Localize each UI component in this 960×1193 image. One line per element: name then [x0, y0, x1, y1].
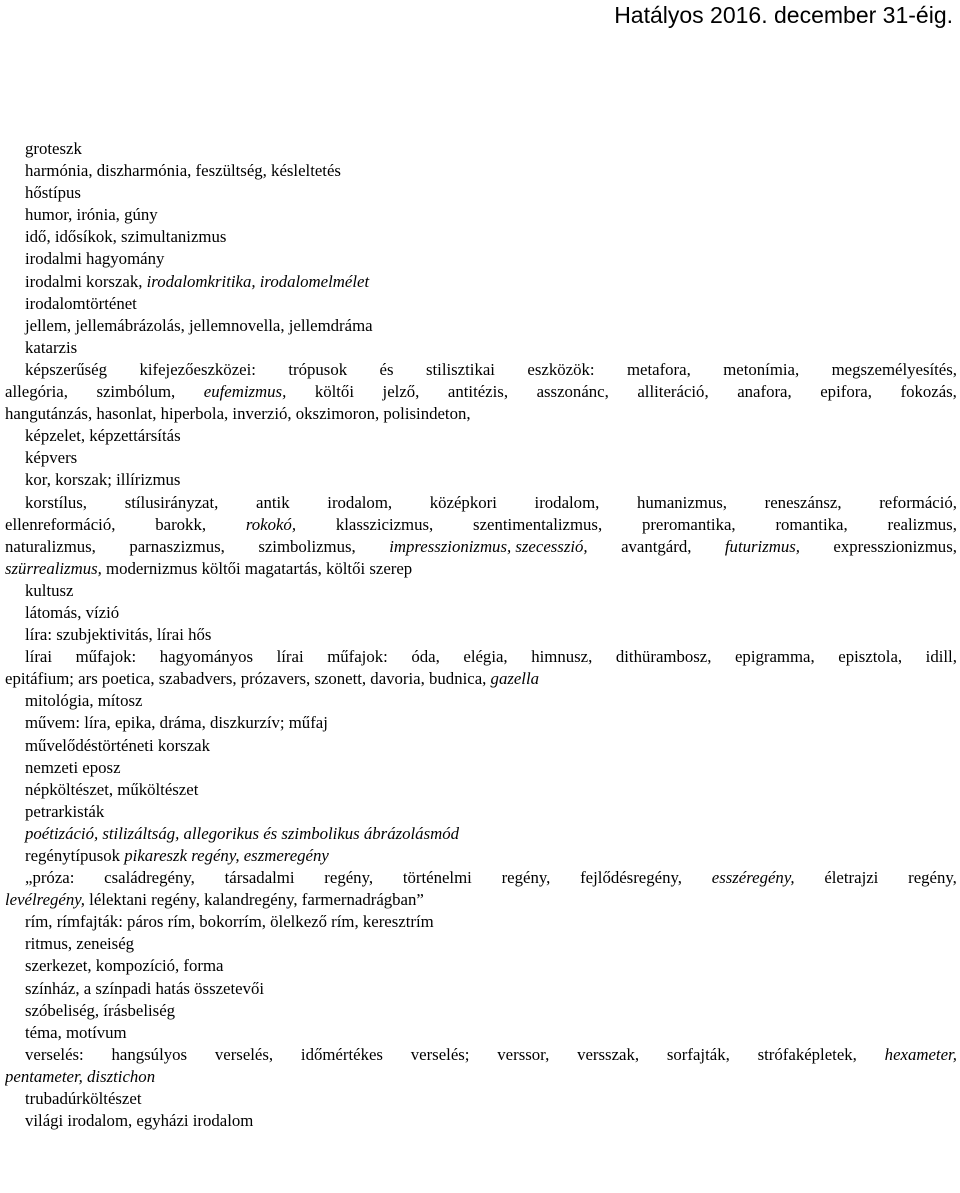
word: episztola, [838, 647, 903, 667]
word: irodalom, [534, 492, 600, 512]
word: antik [256, 492, 290, 512]
term-line: humor, irónia, gúny [25, 205, 158, 225]
word: lírai [25, 647, 53, 667]
term-line: szóbeliség, írásbeliség [25, 1000, 176, 1020]
word: irodalom, [327, 492, 393, 512]
term-text-italic: irodalomkritika, irodalomelmélet [146, 271, 370, 291]
word: realizmus, [887, 514, 957, 534]
document-body [5, 138, 957, 1132]
word: óda, [411, 647, 440, 667]
word: epifora, [820, 382, 872, 402]
term-line: képzelet, képzettársítás [25, 426, 181, 446]
word: időmértékes [300, 1044, 383, 1064]
word: fokozás, [900, 382, 957, 402]
word-italic: hexameter, [884, 1044, 957, 1064]
word: lírai [276, 647, 304, 667]
word: regény, [501, 868, 551, 888]
word: szimbólum, [96, 382, 176, 402]
term-line: népköltészet, műköltészet [25, 779, 199, 799]
term-line: kor, korszak; illírizmus [25, 470, 181, 490]
term-line: színház, a színpadi hatás összetevői [25, 978, 265, 998]
term-line: nemzeti eposz [25, 757, 121, 777]
term-line: irodalomtörténet [25, 293, 137, 313]
term-text: modernizmus költői magatartás, költői szerep [101, 558, 413, 578]
term-text: lélektani regény, kalandregény, farmernadrágban” [84, 890, 424, 910]
word: társadalmi [224, 868, 295, 888]
term-text-italic: levélregény, [5, 890, 85, 910]
term-line: világi irodalom, egyházi irodalom [25, 1111, 254, 1131]
word: barokk, [155, 514, 207, 534]
term-line: hangutánzás, hasonlat, hiperbola, inverzió, okszimoron, polisindeton, [5, 404, 471, 424]
term-text: irodalmi korszak, [25, 271, 147, 291]
word: metonímia, [723, 359, 800, 379]
validity-header: Hatályos 2016. december 31-éig. [614, 2, 953, 28]
word: idill, [925, 647, 957, 667]
word: sorfajták, [666, 1044, 730, 1064]
word: romantika, [775, 514, 848, 534]
term-line: trubadúrköltészet [25, 1089, 142, 1109]
word: avantgárd, [621, 536, 692, 556]
term-line: harmónia, diszharmónia, feszültség, késleltetés [25, 161, 341, 181]
word: naturalizmus, [5, 536, 96, 556]
term-line-justified [5, 1044, 957, 1066]
term-line-justified [5, 381, 957, 403]
term-text: regénytípusok [25, 846, 125, 865]
word: eszközök: [527, 359, 595, 379]
word-italic: impresszionizmus, szecesszió, [389, 536, 588, 556]
word: stilisztikai [425, 359, 495, 379]
term-line-italic: pentameter, disztichon [5, 1066, 156, 1086]
word: allegória, [5, 382, 68, 402]
term-line: szerkezet, kompozíció, forma [25, 956, 224, 976]
word: asszonánc, [536, 382, 609, 402]
word: középkori [429, 492, 497, 512]
word: műfajok: [75, 647, 137, 667]
word: műfajok: [327, 647, 388, 667]
word-italic: rokokó, [245, 514, 297, 534]
term-line [5, 668, 957, 690]
term-line: képvers [25, 448, 78, 468]
word: klasszicizmus, [335, 514, 434, 534]
word: anafora, [737, 382, 792, 402]
term-line: ritmus, zeneiség [25, 934, 135, 954]
word: korstílus, [25, 492, 88, 512]
word: reformáció, [879, 492, 957, 512]
word: szimbolizmus, [258, 536, 356, 556]
word-italic: eufemizmus, [203, 382, 287, 402]
word: strófaképletek, [757, 1044, 857, 1064]
term-text-italic: pikareszk regény, eszmeregény [124, 846, 329, 865]
term-line [5, 558, 957, 580]
word: életrajzi [824, 868, 879, 888]
word: és [379, 359, 394, 379]
term-line-justified [5, 514, 957, 536]
term-line: rím, rímfajták: páros rím, bokorrím, ölelkező rím, keresztrím [25, 912, 434, 932]
term-line: látomás, vízió [25, 602, 120, 622]
word: preromantika, [641, 514, 736, 534]
word: regény, [908, 868, 957, 888]
word: képszerűség [25, 359, 108, 379]
word: antitézis, [447, 382, 509, 402]
term-line: téma, motívum [25, 1022, 127, 1042]
word: családregény, [104, 868, 195, 888]
word: regény, [324, 868, 374, 888]
word: verselés; [410, 1044, 470, 1064]
word: epigramma, [734, 647, 815, 667]
word: humanizmus, [637, 492, 727, 512]
term-line: mitológia, mítosz [25, 691, 143, 711]
term-text-italic: gazella [490, 669, 540, 689]
word-italic: futurizmus, [724, 536, 800, 556]
word: alliteráció, [637, 382, 709, 402]
term-line [5, 889, 957, 911]
word: reneszánsz, [764, 492, 842, 512]
word: szentimentalizmus, [473, 514, 603, 534]
term-line-justified [5, 492, 957, 514]
word: dithürambosz, [615, 647, 712, 667]
term-line-justified [5, 359, 957, 381]
term-text: epitáfium; ars poetica, szabadvers, prózavers, szonett, davoria, budnica, [5, 669, 491, 689]
word: ellenreformáció, [5, 514, 116, 534]
word: kifejezőeszközei: [139, 359, 256, 379]
term-line-justified [5, 867, 957, 889]
word: verssor, [497, 1044, 550, 1064]
word: jelző, [382, 382, 420, 402]
word: stílusirányzat, [124, 492, 219, 512]
word: expresszionizmus, [833, 536, 957, 556]
word: „próza: [25, 868, 75, 888]
term-line: groteszk [25, 139, 82, 158]
word: verselés: [25, 1044, 84, 1064]
term-line-justified [5, 646, 957, 668]
term-line [5, 845, 957, 867]
word: himnusz, [531, 647, 593, 667]
term-line-italic: poétizáció, stilizáltság, allegorikus és szimbolikus ábrázolásmód [25, 823, 459, 843]
word-italic: esszéregény, [711, 868, 795, 888]
word: metafora, [626, 359, 691, 379]
word: megszemélyesítés, [831, 359, 957, 379]
word: történelmi [402, 868, 472, 888]
term-line: kultusz [25, 580, 74, 600]
word: hangsúlyos [111, 1044, 188, 1064]
word: trópusok [288, 359, 348, 379]
word: fejlődésregény, [580, 868, 682, 888]
term-line: hőstípus [25, 183, 81, 203]
term-line [5, 271, 957, 293]
term-line: líra: szubjektivitás, lírai hős [25, 625, 212, 645]
term-line: katarzis [25, 337, 78, 357]
word: parnaszizmus, [129, 536, 225, 556]
word: verselés, [214, 1044, 274, 1064]
term-line: irodalmi hagyomány [25, 249, 165, 269]
term-text-italic: szürrealizmus, [5, 558, 102, 578]
term-line: petrarkisták [25, 801, 105, 821]
term-line: jellem, jellemábrázolás, jellemnovella, jellemdráma [25, 315, 373, 335]
word: versszak, [577, 1044, 640, 1064]
word: hagyományos [159, 647, 253, 667]
word: költői [314, 382, 354, 402]
term-line: idő, idősíkok, szimultanizmus [25, 227, 227, 247]
term-line: művem: líra, epika, dráma, diszkurzív; műfaj [25, 713, 328, 733]
term-line-justified [5, 536, 957, 558]
term-line: művelődéstörténeti korszak [25, 735, 211, 755]
word: elégia, [463, 647, 508, 667]
